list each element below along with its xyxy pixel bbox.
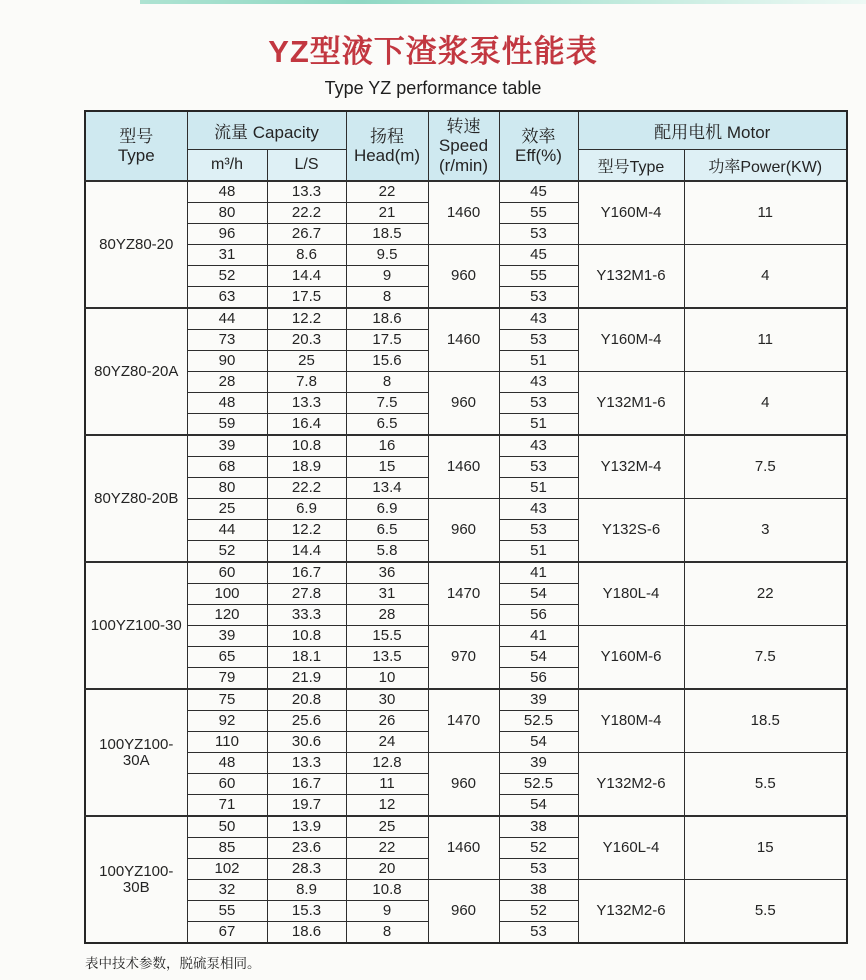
cell-capacity-ls: 13.9 bbox=[267, 816, 346, 838]
cell-capacity-m3h: 110 bbox=[187, 732, 267, 753]
cell-head: 10 bbox=[346, 668, 428, 690]
cell-capacity-ls: 18.9 bbox=[267, 457, 346, 478]
cell-speed: 970 bbox=[428, 626, 499, 690]
cell-capacity-m3h: 39 bbox=[187, 435, 267, 457]
cell-speed: 1460 bbox=[428, 181, 499, 245]
cell-motor-power: 5.5 bbox=[684, 753, 847, 817]
cell-motor-power: 4 bbox=[684, 372, 847, 436]
cell-efficiency: 54 bbox=[499, 647, 578, 668]
cell-capacity-m3h: 52 bbox=[187, 541, 267, 563]
cell-capacity-ls: 15.3 bbox=[267, 901, 346, 922]
cell-head: 5.8 bbox=[346, 541, 428, 563]
header-capacity-m3h: m³/h bbox=[187, 150, 267, 182]
header-head bbox=[346, 111, 428, 181]
cell-efficiency: 41 bbox=[499, 626, 578, 647]
cell-efficiency: 52.5 bbox=[499, 774, 578, 795]
cell-efficiency: 52 bbox=[499, 901, 578, 922]
header-speed-zh: 转速 bbox=[446, 117, 481, 137]
cell-capacity-ls: 25.6 bbox=[267, 711, 346, 732]
header-speed-en: Speed bbox=[438, 136, 489, 156]
cell-efficiency: 45 bbox=[499, 245, 578, 266]
cell-head: 36 bbox=[346, 562, 428, 584]
table-row bbox=[85, 626, 847, 647]
cell-speed: 960 bbox=[428, 753, 499, 817]
cell-efficiency: 53 bbox=[499, 287, 578, 309]
cell-capacity-ls: 12.2 bbox=[267, 520, 346, 541]
cell-capacity-m3h: 59 bbox=[187, 414, 267, 436]
cell-capacity-ls: 26.7 bbox=[267, 224, 346, 245]
cell-capacity-m3h: 80 bbox=[187, 203, 267, 224]
cell-efficiency: 43 bbox=[499, 308, 578, 330]
cell-head: 16 bbox=[346, 435, 428, 457]
cell-capacity-ls: 16.7 bbox=[267, 562, 346, 584]
cell-head: 25 bbox=[346, 816, 428, 838]
cell-motor-power: 3 bbox=[684, 499, 847, 563]
cell-motor-power: 4 bbox=[684, 245, 847, 309]
cell-capacity-m3h: 65 bbox=[187, 647, 267, 668]
header-model-en: Type bbox=[117, 146, 155, 165]
cell-capacity-m3h: 60 bbox=[187, 774, 267, 795]
cell-head: 15 bbox=[346, 457, 428, 478]
cell-capacity-m3h: 96 bbox=[187, 224, 267, 245]
header-eff-en: Eff(%) bbox=[515, 146, 562, 165]
cell-efficiency: 53 bbox=[499, 520, 578, 541]
cell-capacity-ls: 14.4 bbox=[267, 541, 346, 563]
cell-pump-model: 100YZ100-30B bbox=[85, 816, 187, 943]
cell-head: 31 bbox=[346, 584, 428, 605]
cell-head: 21 bbox=[346, 203, 428, 224]
cell-speed: 1470 bbox=[428, 689, 499, 753]
cell-efficiency: 38 bbox=[499, 880, 578, 901]
cell-efficiency: 55 bbox=[499, 266, 578, 287]
cell-motor-power: 7.5 bbox=[684, 626, 847, 690]
cell-motor-type: Y132M2-6 bbox=[578, 880, 684, 944]
cell-motor-type: Y180L-4 bbox=[578, 562, 684, 626]
cell-head: 12.8 bbox=[346, 753, 428, 774]
cell-capacity-ls: 22.2 bbox=[267, 478, 346, 499]
header-head-zh: 扬程 bbox=[370, 126, 404, 146]
cell-head: 6.5 bbox=[346, 520, 428, 541]
page-title: YZ型液下渣浆泵性能表 bbox=[268, 34, 598, 69]
cell-speed: 960 bbox=[428, 372, 499, 436]
cell-speed: 960 bbox=[428, 880, 499, 944]
cell-efficiency: 51 bbox=[499, 478, 578, 499]
cell-speed: 960 bbox=[428, 499, 499, 563]
cell-efficiency: 56 bbox=[499, 668, 578, 690]
cell-head: 18.5 bbox=[346, 224, 428, 245]
cell-capacity-ls: 16.4 bbox=[267, 414, 346, 436]
cell-head: 9 bbox=[346, 266, 428, 287]
header-efficiency bbox=[499, 111, 578, 181]
page-subtitle: Type YZ performance table bbox=[324, 78, 542, 98]
cell-capacity-ls: 27.8 bbox=[267, 584, 346, 605]
cell-efficiency: 55 bbox=[499, 203, 578, 224]
table-row bbox=[85, 880, 847, 901]
cell-capacity-m3h: 79 bbox=[187, 668, 267, 690]
cell-capacity-ls: 17.5 bbox=[267, 287, 346, 309]
cell-capacity-m3h: 48 bbox=[187, 753, 267, 774]
cell-motor-type: Y160L-4 bbox=[578, 816, 684, 880]
cell-motor-power: 11 bbox=[684, 308, 847, 372]
header-motor-type: 型号Type bbox=[578, 150, 684, 182]
cell-capacity-ls: 16.7 bbox=[267, 774, 346, 795]
cell-capacity-ls: 8.9 bbox=[267, 880, 346, 901]
header-model-zh: 型号 bbox=[119, 126, 154, 146]
table-row bbox=[85, 753, 847, 774]
table-row bbox=[85, 372, 847, 393]
cell-capacity-m3h: 48 bbox=[187, 181, 267, 203]
cell-capacity-ls: 19.7 bbox=[267, 795, 346, 817]
cell-head: 9 bbox=[346, 901, 428, 922]
cell-head: 30 bbox=[346, 689, 428, 711]
cell-pump-model: 80YZ80-20B bbox=[85, 435, 187, 562]
cell-capacity-ls: 18.6 bbox=[267, 922, 346, 944]
cell-motor-type: Y160M-6 bbox=[578, 626, 684, 690]
cell-efficiency: 51 bbox=[499, 351, 578, 372]
cell-speed: 1470 bbox=[428, 562, 499, 626]
cell-efficiency: 51 bbox=[499, 414, 578, 436]
cell-efficiency: 52.5 bbox=[499, 711, 578, 732]
cell-capacity-ls: 10.8 bbox=[267, 435, 346, 457]
cell-head: 13.4 bbox=[346, 478, 428, 499]
cell-capacity-m3h: 32 bbox=[187, 880, 267, 901]
cell-motor-type: Y132M1-6 bbox=[578, 372, 684, 436]
cell-efficiency: 53 bbox=[499, 859, 578, 880]
cell-efficiency: 54 bbox=[499, 584, 578, 605]
cell-capacity-m3h: 75 bbox=[187, 689, 267, 711]
cell-capacity-ls: 18.1 bbox=[267, 647, 346, 668]
cell-efficiency: 43 bbox=[499, 372, 578, 393]
cell-head: 24 bbox=[346, 732, 428, 753]
cell-motor-type: Y160M-4 bbox=[578, 181, 684, 245]
cell-efficiency: 53 bbox=[499, 330, 578, 351]
cell-pump-model: 100YZ100-30A bbox=[85, 689, 187, 816]
cell-capacity-ls: 13.3 bbox=[267, 753, 346, 774]
cell-efficiency: 53 bbox=[499, 922, 578, 944]
cell-capacity-ls: 10.8 bbox=[267, 626, 346, 647]
cell-capacity-ls: 14.4 bbox=[267, 266, 346, 287]
cell-capacity-ls: 13.3 bbox=[267, 393, 346, 414]
cell-capacity-m3h: 100 bbox=[187, 584, 267, 605]
cell-efficiency: 56 bbox=[499, 605, 578, 626]
cell-motor-type: Y160M-4 bbox=[578, 308, 684, 372]
cell-head: 7.5 bbox=[346, 393, 428, 414]
cell-motor-power: 18.5 bbox=[684, 689, 847, 753]
header-capacity-ls: L/S bbox=[267, 150, 346, 182]
cell-capacity-m3h: 31 bbox=[187, 245, 267, 266]
cell-head: 6.5 bbox=[346, 414, 428, 436]
cell-capacity-ls: 13.3 bbox=[267, 181, 346, 203]
cell-pump-model: 100YZ100-30 bbox=[85, 562, 187, 689]
cell-efficiency: 52 bbox=[499, 838, 578, 859]
cell-head: 13.5 bbox=[346, 647, 428, 668]
cell-efficiency: 45 bbox=[499, 181, 578, 203]
cell-capacity-ls: 22.2 bbox=[267, 203, 346, 224]
cell-efficiency: 39 bbox=[499, 753, 578, 774]
cell-head: 26 bbox=[346, 711, 428, 732]
table-row bbox=[85, 499, 847, 520]
table-row bbox=[85, 181, 847, 203]
cell-motor-type: Y132S-6 bbox=[578, 499, 684, 563]
header-motor-power: 功率Power(KW) bbox=[684, 150, 847, 182]
cell-speed: 960 bbox=[428, 245, 499, 309]
performance-table bbox=[84, 110, 848, 944]
cell-capacity-m3h: 50 bbox=[187, 816, 267, 838]
cell-motor-power: 11 bbox=[684, 181, 847, 245]
header-model bbox=[85, 111, 187, 181]
cell-head: 10.8 bbox=[346, 880, 428, 901]
cell-capacity-ls: 33.3 bbox=[267, 605, 346, 626]
cell-capacity-m3h: 63 bbox=[187, 287, 267, 309]
cell-efficiency: 43 bbox=[499, 435, 578, 457]
table-row bbox=[85, 245, 847, 266]
cell-efficiency: 43 bbox=[499, 499, 578, 520]
cell-capacity-m3h: 68 bbox=[187, 457, 267, 478]
table-body bbox=[85, 181, 847, 943]
cell-capacity-ls: 6.9 bbox=[267, 499, 346, 520]
cell-motor-power: 15 bbox=[684, 816, 847, 880]
cell-efficiency: 54 bbox=[499, 795, 578, 817]
cell-efficiency: 39 bbox=[499, 689, 578, 711]
cell-efficiency: 53 bbox=[499, 224, 578, 245]
cell-head: 8 bbox=[346, 287, 428, 309]
cell-motor-power: 5.5 bbox=[684, 880, 847, 944]
table-row bbox=[85, 689, 847, 711]
cell-head: 15.5 bbox=[346, 626, 428, 647]
cell-motor-power: 22 bbox=[684, 562, 847, 626]
cell-head: 9.5 bbox=[346, 245, 428, 266]
cell-motor-type: Y180M-4 bbox=[578, 689, 684, 753]
cell-capacity-ls: 25 bbox=[267, 351, 346, 372]
cell-capacity-m3h: 60 bbox=[187, 562, 267, 584]
table-header bbox=[85, 111, 847, 181]
cell-capacity-m3h: 52 bbox=[187, 266, 267, 287]
cell-pump-model: 80YZ80-20A bbox=[85, 308, 187, 435]
cell-speed: 1460 bbox=[428, 816, 499, 880]
table-row bbox=[85, 562, 847, 584]
cell-capacity-ls: 20.3 bbox=[267, 330, 346, 351]
cell-motor-type: Y132M2-6 bbox=[578, 753, 684, 817]
cell-capacity-m3h: 28 bbox=[187, 372, 267, 393]
header-head-en: Head(m) bbox=[353, 146, 421, 165]
cell-efficiency: 38 bbox=[499, 816, 578, 838]
cell-capacity-m3h: 80 bbox=[187, 478, 267, 499]
cell-capacity-m3h: 48 bbox=[187, 393, 267, 414]
cell-capacity-m3h: 120 bbox=[187, 605, 267, 626]
cell-capacity-m3h: 102 bbox=[187, 859, 267, 880]
cell-head: 6.9 bbox=[346, 499, 428, 520]
cell-efficiency: 41 bbox=[499, 562, 578, 584]
header-capacity: 流量 Capacity bbox=[187, 111, 346, 150]
cell-head: 8 bbox=[346, 922, 428, 944]
scan-edge-strip bbox=[140, 0, 866, 4]
header-eff-zh: 效率 bbox=[521, 126, 556, 146]
cell-speed: 1460 bbox=[428, 435, 499, 499]
cell-head: 15.6 bbox=[346, 351, 428, 372]
cell-capacity-m3h: 71 bbox=[187, 795, 267, 817]
cell-efficiency: 51 bbox=[499, 541, 578, 563]
cell-capacity-ls: 20.8 bbox=[267, 689, 346, 711]
cell-capacity-ls: 12.2 bbox=[267, 308, 346, 330]
cell-capacity-m3h: 85 bbox=[187, 838, 267, 859]
cell-capacity-m3h: 92 bbox=[187, 711, 267, 732]
cell-head: 28 bbox=[346, 605, 428, 626]
cell-capacity-m3h: 39 bbox=[187, 626, 267, 647]
header-motor: 配用电机 Motor bbox=[578, 111, 847, 150]
cell-motor-type: Y132M1-6 bbox=[578, 245, 684, 309]
cell-capacity-m3h: 73 bbox=[187, 330, 267, 351]
cell-capacity-ls: 7.8 bbox=[267, 372, 346, 393]
table-row bbox=[85, 816, 847, 838]
cell-capacity-ls: 28.3 bbox=[267, 859, 346, 880]
cell-capacity-ls: 8.6 bbox=[267, 245, 346, 266]
cell-pump-model: 80YZ80-20 bbox=[85, 181, 187, 308]
cell-head: 22 bbox=[346, 181, 428, 203]
header-speed bbox=[428, 111, 499, 181]
cell-efficiency: 53 bbox=[499, 457, 578, 478]
header-speed-unit: (r/min) bbox=[438, 155, 489, 175]
cell-motor-power: 7.5 bbox=[684, 435, 847, 499]
table-row bbox=[85, 308, 847, 330]
cell-capacity-m3h: 25 bbox=[187, 499, 267, 520]
cell-capacity-m3h: 44 bbox=[187, 308, 267, 330]
cell-capacity-m3h: 67 bbox=[187, 922, 267, 944]
cell-head: 8 bbox=[346, 372, 428, 393]
cell-head: 17.5 bbox=[346, 330, 428, 351]
cell-capacity-m3h: 90 bbox=[187, 351, 267, 372]
cell-capacity-m3h: 55 bbox=[187, 901, 267, 922]
table-row bbox=[85, 435, 847, 457]
cell-head: 12 bbox=[346, 795, 428, 817]
cell-speed: 1460 bbox=[428, 308, 499, 372]
cell-efficiency: 53 bbox=[499, 393, 578, 414]
cell-capacity-ls: 30.6 bbox=[267, 732, 346, 753]
cell-capacity-m3h: 44 bbox=[187, 520, 267, 541]
cell-head: 22 bbox=[346, 838, 428, 859]
cell-head: 20 bbox=[346, 859, 428, 880]
cell-capacity-ls: 21.9 bbox=[267, 668, 346, 690]
cell-capacity-ls: 23.6 bbox=[267, 838, 346, 859]
cell-efficiency: 54 bbox=[499, 732, 578, 753]
cell-motor-type: Y132M-4 bbox=[578, 435, 684, 499]
cell-head: 11 bbox=[346, 774, 428, 795]
table-footnote: 表中技术参数，脱硫泵相同。 bbox=[85, 956, 261, 971]
cell-head: 18.6 bbox=[346, 308, 428, 330]
